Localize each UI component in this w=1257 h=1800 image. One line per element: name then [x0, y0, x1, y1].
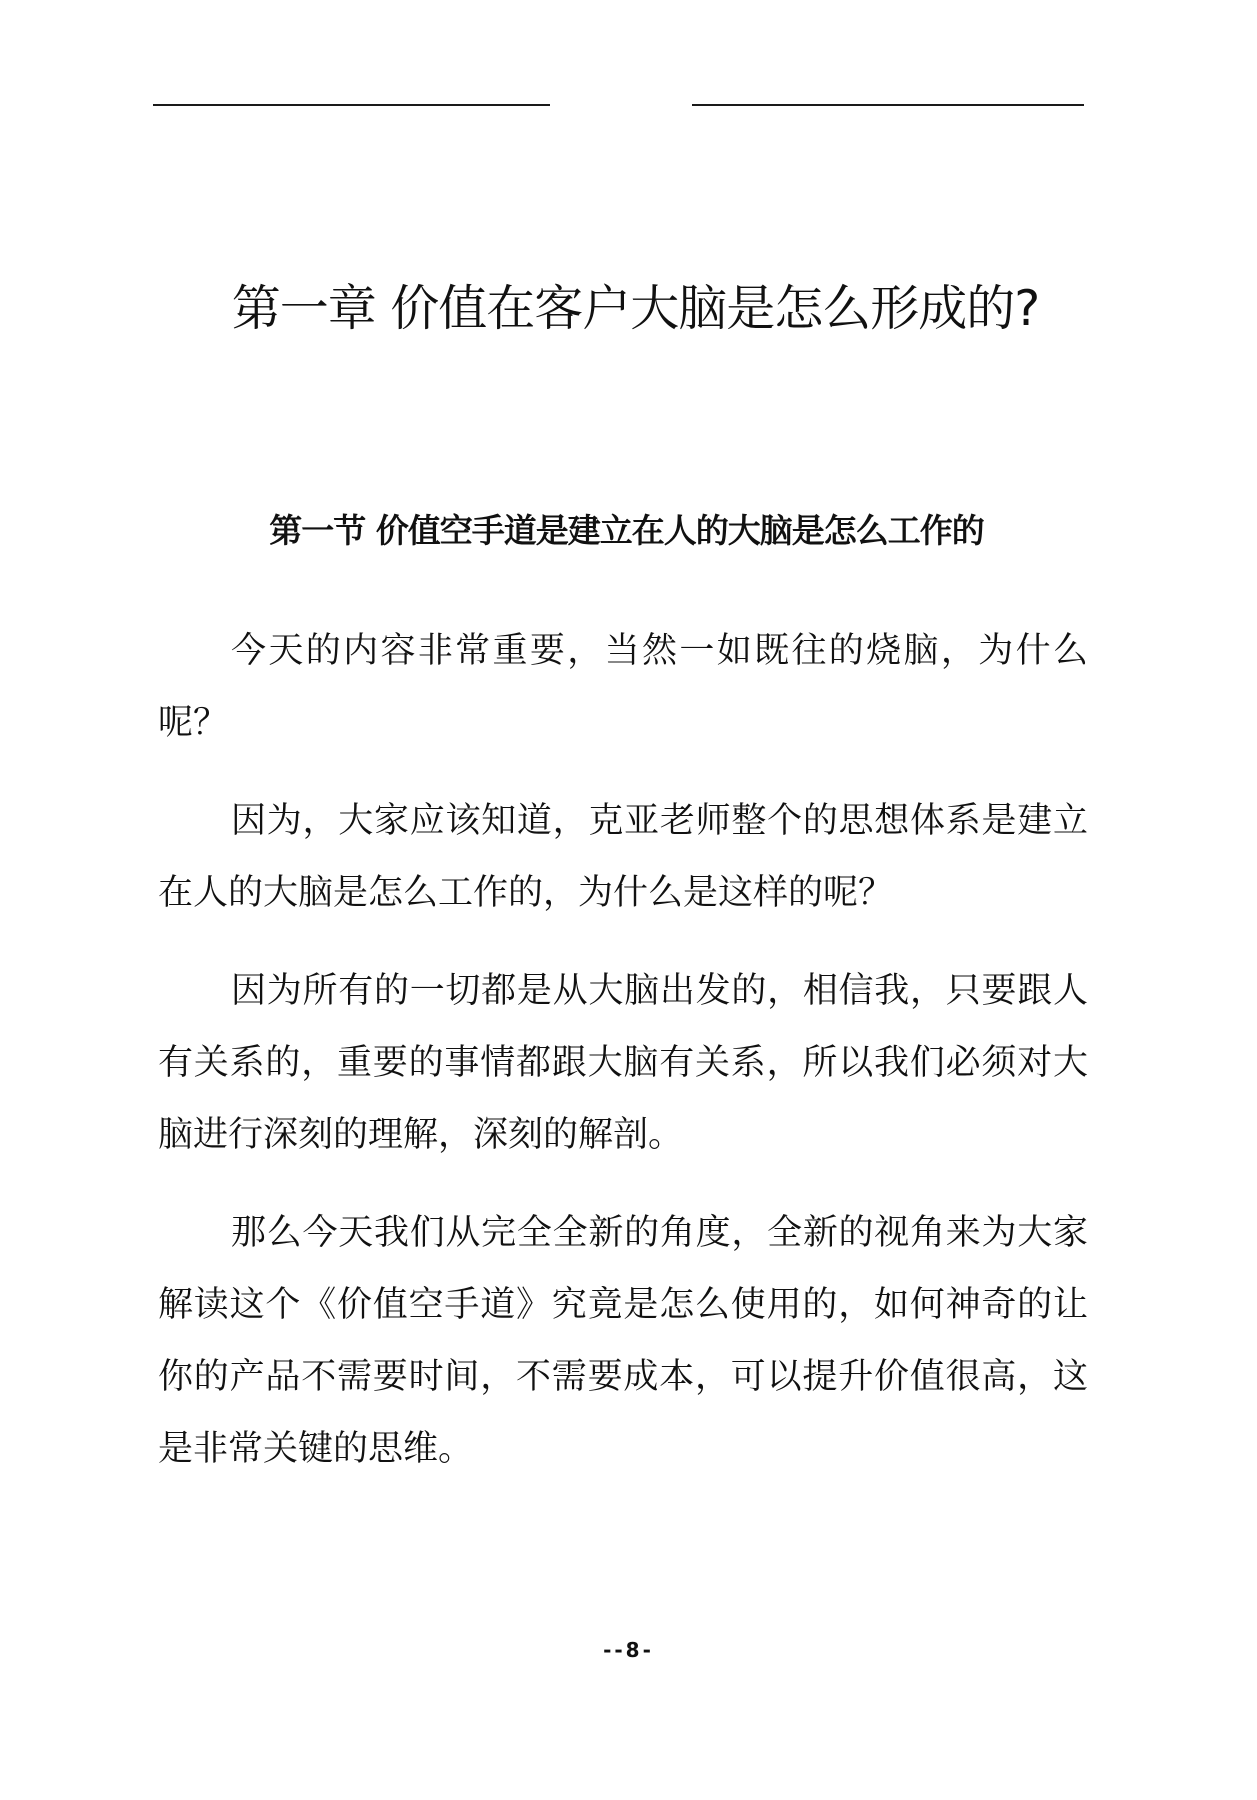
header-rule-right [692, 104, 1084, 106]
paragraph-1: 今天的内容非常重要，当然一如既往的烧脑，为什么呢？ [158, 631, 1088, 743]
page-number: --8- [603, 1638, 654, 1662]
header-rule-left [153, 104, 550, 106]
paragraph-3: 因为所有的一切都是从大脑出发的，相信我，只要跟人有关系的，重要的事情都跟大脑有关系，所以我们必须对大脑进行深刻的理解，深刻的解剖。 [158, 971, 1088, 1155]
paragraph-2: 因为，大家应该知道，克亚老师整个的思想体系是建立在人的大脑是怎么工作的，为什么是这样的呢？ [158, 801, 1088, 913]
chapter-title: 第一章 价值在客户大脑是怎么形成的? [231, 280, 1040, 337]
section-title: 第一节 价值空手道是建立在人的大脑是怎么工作的 [269, 511, 984, 550]
paragraph-4: 那么今天我们从完全全新的角度，全新的视角来为大家解读这个《价值空手道》究竟是怎么使用的，如何神奇的让你的产品不需要时间，不需要成本，可以提升价值很高，这是非常关键的思维。 [158, 1213, 1088, 1469]
body-text [158, 615, 1088, 1511]
